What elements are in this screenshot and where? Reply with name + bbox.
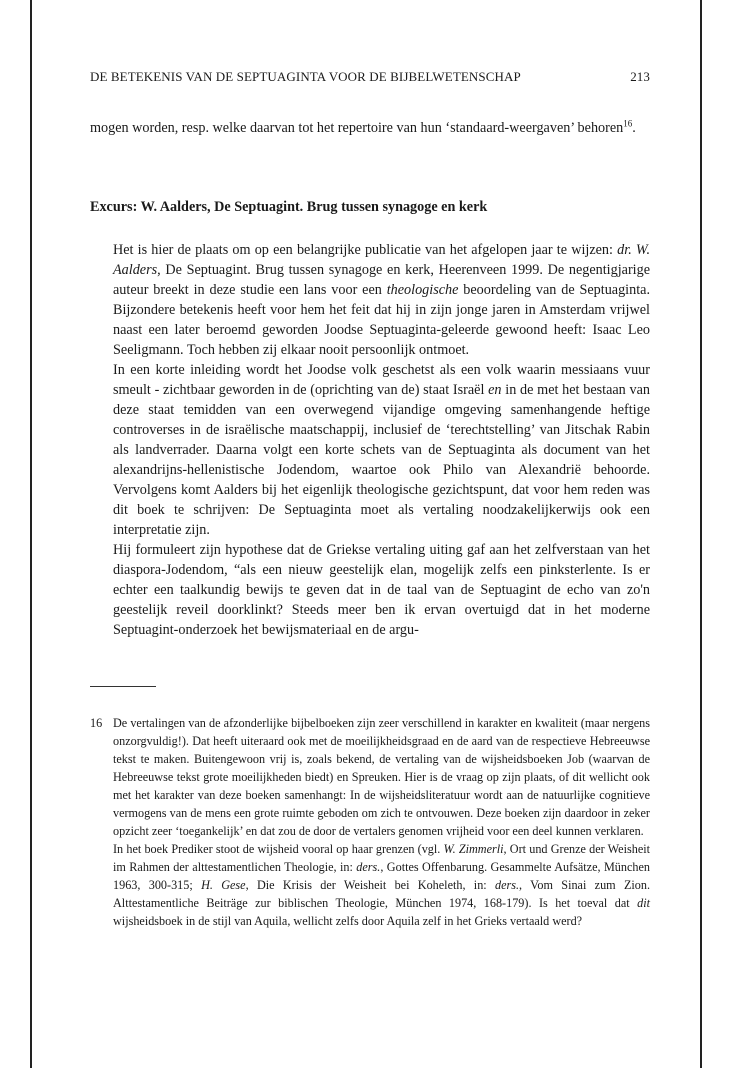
intro-text: mogen worden, resp. welke daarvan tot het repertoire van hun ‘standaard-weergaven’ behoren xyxy=(90,120,624,136)
footnote-separator xyxy=(90,686,156,687)
page-number: 213 xyxy=(630,69,650,84)
intro-end: . xyxy=(632,120,636,136)
excurs-body xyxy=(113,240,650,640)
page-edge-left xyxy=(30,0,32,1068)
footnote-paragraph-1: De vertalingen van de afzonderlijke bijbelboeken zijn zeer verschillend in karakter en kwaliteit (maar nergens onzorgvuldig!). Dat heeft uiteraard ook met de moeilijkheidsgraad en de aard van de respectieve Hebreeuwse tekst te maken. Buitengewoon vrij is, zoals bekend, de vertaling van de wijsheidsboeken Job (waarvan de Hebreeuwse tekst grote moeilijkheden biedt) en Spreuken. Hier is de vraag op zijn plaats, of dit wellicht ook met het karakter van deze boeken samenhangt: In de wijsheidsliteratuur wordt aan de natuurlijke cognitieve vermogens van de mens een grote ruimte geboden om zich te ontvouwen. Deze boeken zijn daardoor in zeker opzicht zeer ‘toegankelijk’ en dat zou de door de vertalers genomen vrijheid voor een deel kunnen verklaren. xyxy=(113,716,650,838)
running-title: DE BETEKENIS VAN DE SEPTUAGINTA VOOR DE BIJBELWETENSCHAP xyxy=(90,69,521,84)
page-edge-right xyxy=(700,0,702,1068)
excurs-heading: Excurs: W. Aalders, De Septuagint. Brug tussen synagoge en kerk xyxy=(90,199,488,215)
paragraph-2: In een korte inleiding wordt het Joodse volk geschetst als een volk waarin messiaans vuur smeult - zichtbaar geworden in de (oprichting van de) staat Israël en in de met het bestaan van deze staat temidden van een overwegend vijandige omgeving samenhangende heftige controverses in de israëlische maatschappij, inclusief de ‘terechtstelling’ van Jitschak Rabin als landverrader. Daarna volgt een korte schets van de Septuaginta als document van het alexandrijns-hellenistische Jodendom, waartoe ook Philo van Alexandrië behoorde. Vervolgens komt Aalders bij het eigenlijk theologische gezichtspunt, dat voor hem reden was dit boek te schrijven: De Septuaginta moet als vertaling noodzakelijkerwijs ook een interpretatie zijn. xyxy=(113,362,650,538)
footnote-number: 16 xyxy=(90,716,103,730)
paragraph-1: Het is hier de plaats om op een belangrijke publicatie van het afgelopen jaar te wijzen: dr. W. Aalders, De Septuagint. Brug tussen synagoge en kerk, Heerenveen 1999. De negentigjarige auteur breekt in deze studie een lans voor een theologische beoordeling van de Septuaginta. Bijzondere betekenis heeft voor hem het feit dat hij in zijn jonge jaren in Amsterdam vrijwel naast een later beroemd geworden Joodse Septuaginta-geleerde gewoond heeft: Isaac Leo Seeligmann. Toch hebben zij elkaar nooit persoonlijk ontmoet. xyxy=(113,242,650,358)
intro-paragraph xyxy=(90,118,650,138)
footnote xyxy=(90,714,650,930)
footnote-paragraph-2: In het boek Prediker stoot de wijsheid vooral op haar grenzen (vgl. W. Zimmerli, Ort und Grenze der Weisheit im Rahmen der alttestamentlichen Theologie, in: ders., Gottes Offenbarung. Gesammelte Aufsätze, München 1963, 300-315; H. Gese, Die Krisis der Weisheit bei Koheleth, in: ders., Vom Sinai zum Zion. Alttestamentliche Beiträge zur biblischen Theologie, München 1974, 168-179). Is het toeval dat dit wijsheidsboek in de stijl van Aquila, wellicht zelfs door Aquila zelf in het Grieks vertaald werd? xyxy=(113,842,651,928)
footnote-ref[interactable]: 16 xyxy=(623,118,633,129)
paragraph-3: Hij formuleert zijn hypothese dat de Griekse vertaling uiting gaf aan het zelfverstaan van het diaspora-Jodendom, “als een nieuw geestelijk elan, mogelijk zelfs een pinksterlente. Is er echter een taalkundig bewijs te geven dat in de taal van de Septuagint de echo van zo'n geestelijk reveil doorklinkt? Steeds meer ben ik ervan overtuigd dat in het moderne Septuagint-onderzoek het bewijsmateriaal en de argu- xyxy=(113,542,650,638)
